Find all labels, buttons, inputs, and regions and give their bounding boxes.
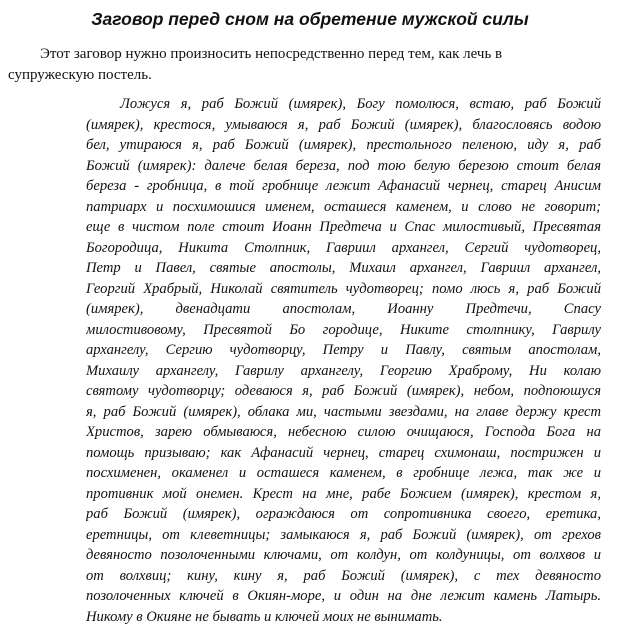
spell-line: позолоченных ключей в Окиян-море, и один на дне лежит камень Латырь. <box>86 586 601 607</box>
spell-line: еретницы, от клеветницы; замыкаюся я, раб Божий (имярек), от грехов <box>86 525 601 546</box>
spell-line: милостивовому, Пресвятой Бо городице, Никите столпнику, Гаврилу <box>86 320 601 341</box>
spell-line: Ложуся я, раб Божий (имярек), Богу помолюся, встаю, раб Божий <box>86 94 601 115</box>
spell-line: Петр и Павел, святые апостолы, Михаил архангел, Гавриил архангел, <box>86 258 601 279</box>
document-title: Заговор перед сном на обретение мужской силы <box>0 8 620 30</box>
spell-line: Божий (имярек): далече белая береза, под тою белую березою стоит белая <box>86 156 601 177</box>
spell-line: девяносто позолоченными ключами, от колдун, от колдуницы, от волхвов и <box>86 545 601 566</box>
spell-line: от волхвиц; кину, кину я, раб Божий (имярек), с тех девяносто <box>86 566 601 587</box>
spell-line: (имярек), двенадцати апостолам, Иоанну Предтечи, Спасу <box>86 299 601 320</box>
spell-line: патриарх и посхимошися именем, осташеся каменем, и слово не говорит; <box>86 197 601 218</box>
spell-line: я, раб Божий (имярек), облака ми, частыми звездами, на главе держу крест <box>86 402 601 423</box>
spell-line: Христов, зарею обмываюся, небесною силою очищаюся, Господа Бога на <box>86 422 601 443</box>
spell-line: противник мой онемен. Крест на мне, рабе Божием (имярек), крестом я, <box>86 484 601 505</box>
spell-line: (имярек), крестося, умываюся я, раб Божий (имярек), благословясь водою <box>86 115 601 136</box>
spell-line: святому чудотворцу; одеваюся я, раб Божий (имярек), небом, подпоюшуся <box>86 381 601 402</box>
spell-text <box>86 94 601 627</box>
spell-line: еще в чистом поле стоит Иоанн Предтеча и Спас милостивый, Пресвятая <box>86 217 601 238</box>
spell-line: береза - гробница, в той гробнице лежит Афанасий чернец, старец Анисим <box>86 176 601 197</box>
intro-paragraph <box>8 44 608 85</box>
intro-line: супружескую постель. <box>8 65 608 86</box>
intro-line: Этот заговор нужно произносить непосредственно перед тем, как лечь в <box>8 44 608 65</box>
spell-line: бел, утираюся я, раб Божий (имярек), престольного пеленою, иду я, раб <box>86 135 601 156</box>
spell-line: Георгий Храбрый, Николай святитель чудотворец; помо люсь я, раб Божий <box>86 279 601 300</box>
spell-line: посхименен, окаменел и осташеся каменем, в гробнице лежа, так же и <box>86 463 601 484</box>
spell-line: архангелу, Сергию чудотворцу, Петру и Павлу, святым апостолам, <box>86 340 601 361</box>
spell-line: Михаилу архангелу, Гаврилу архангелу, Георгию Храброму, Ни колаю <box>86 361 601 382</box>
spell-line: помощь призываю; как Афанасий чернец, старец схимонаш, пострижен и <box>86 443 601 464</box>
spell-line: Богородица, Никита Столпник, Гавриил архангел, Сергий чудотворец, <box>86 238 601 259</box>
spell-line: Никому в Окияне не бывать и ключей моих не вынимать. <box>86 607 601 627</box>
spell-line: раб Божий (имярек), ограждаюся от сопротивника своего, еретика, <box>86 504 601 525</box>
